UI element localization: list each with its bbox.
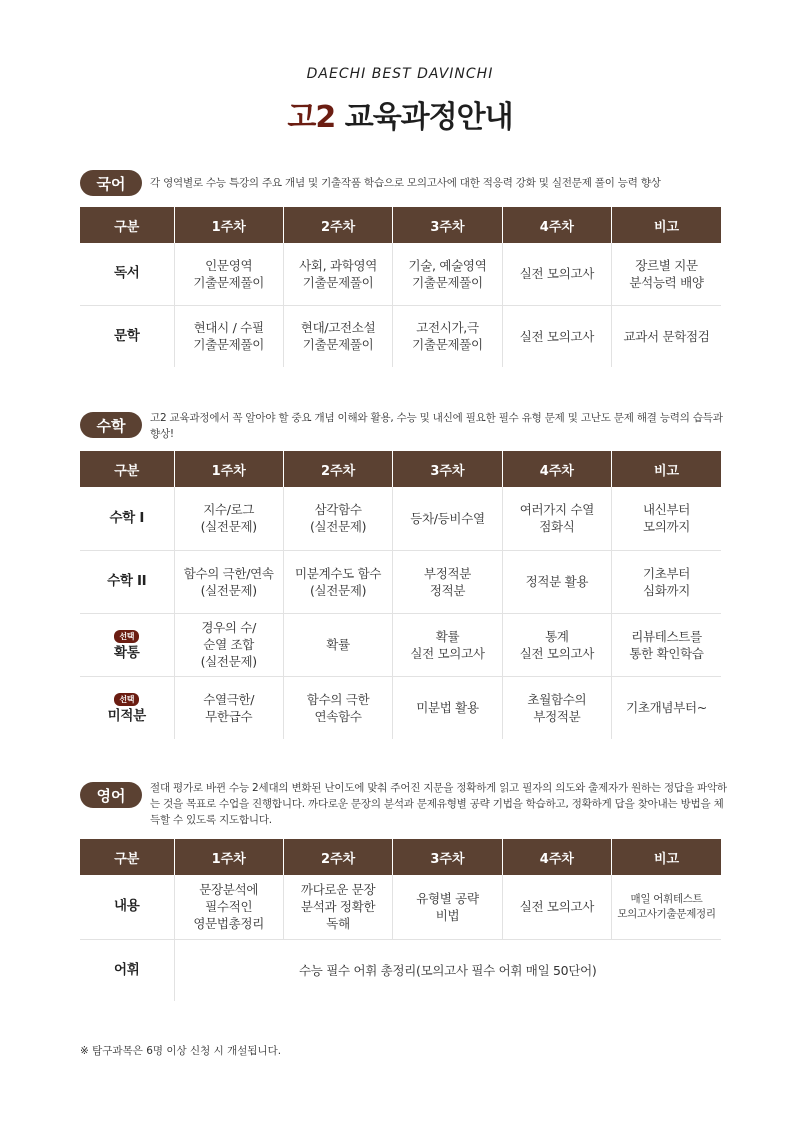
row-label [80,613,174,676]
table-row [80,613,721,676]
page-title [0,92,800,136]
table-cell: 부정적분 정적분 [393,550,502,613]
table-cell: 기초개념부터~ [612,676,721,739]
row-label [80,676,174,739]
table-cell: 함수의 극한/연속 (실전문제) [174,550,283,613]
row-label: 수학 II [80,550,174,613]
english-schedule-table [80,839,721,1001]
english-subject-pill: 영어 [80,782,142,808]
header-week-2: 2주차 [283,839,392,875]
table-cell: 유형별 공략 비법 [393,875,502,939]
table-cell: 지수/로그 (실전문제) [174,487,283,550]
title-grade: 고2 [287,100,336,135]
table-row [80,487,721,550]
table-cell: 교과서 문학점검 [612,305,721,367]
table-cell: 현대/고전소설 기출문제풀이 [283,305,392,367]
table-cell: 실전 모의고사 [502,305,611,367]
row-label: 독서 [80,243,174,305]
table-cell: 장르별 지문 분석능력 배양 [612,243,721,305]
elective-tag: 선택 [114,693,139,706]
table-cell: 등차/등비수열 [393,487,502,550]
table-row [80,243,721,305]
header-note: 비고 [612,207,721,243]
table-cell: 고전시가,극 기출문제풀이 [393,305,502,367]
table-row [80,676,721,739]
header-week-4: 4주차 [502,839,611,875]
table-cell: 리뷰테스트를 통한 확인학습 [612,613,721,676]
korean-description: 각 영역별로 수능 특강의 주요 개념 및 기출작품 학습으로 모의고사에 대한 적응력 강화 및 실전문제 풀이 능력 향상 [150,177,661,189]
header-note: 비고 [612,451,721,487]
table-cell: 확률 실전 모의고사 [393,613,502,676]
title-text: 교육과정안내 [335,100,513,135]
elective-tag: 선택 [114,630,139,643]
table-row [80,875,721,939]
header-note: 비고 [612,839,721,875]
row-label: 어휘 [114,961,140,978]
table-cell: 매일 어휘테스트 모의고사기출문제정리 [612,875,721,939]
row-label: 문학 [114,327,140,344]
table-cell: 함수의 극한 연속함수 [283,676,392,739]
table-cell: 통계 실전 모의고사 [502,613,611,676]
math-schedule-table [80,451,721,739]
row-label-text: 미적분 [107,708,146,725]
table-cell: 삼각함수 (실전문제) [283,487,392,550]
header-category: 구분 [80,451,174,487]
table-cell: 수열극한/ 무한급수 [174,676,283,739]
korean-schedule-table [80,207,721,367]
table-cell: 실전 모의고사 [502,243,611,305]
row-label-text: 확통 [114,645,140,661]
table-cell: 정적분 활용 [502,550,611,613]
table-cell: 실전 모의고사 [502,875,611,939]
row-label: 내용 [80,875,174,939]
header-category: 구분 [80,207,174,243]
header-week-1: 1주차 [174,839,283,875]
table-cell: 초월함수의 부정적분 [502,676,611,739]
math-subject-pill: 수학 [80,412,142,438]
table-cell: 까다로운 문장 분석과 정확한 독해 [283,875,392,939]
header-category: 구분 [80,839,174,875]
footer-note: ※ 탐구과목은 6명 이상 신청 시 개설됩니다. [80,1045,282,1057]
header-week-1: 1주차 [174,451,283,487]
table-cell: 확률 [283,613,392,676]
vocab-cell: 수능 필수 어휘 총정리(모의고사 필수 어휘 매일 50단어) [174,939,721,1001]
table-header-row [80,839,721,875]
table-cell: 미분계수도 함수 (실전문제) [283,550,392,613]
header-week-4: 4주차 [502,451,611,487]
math-description: 고2 교육과정에서 꼭 알아야 할 중요 개념 이해와 활용, 수능 및 내신에 필요한 필수 유형 문제 및 고난도 문제 해결 능력의 습득과 향상! [150,412,723,440]
table-row [80,550,721,613]
table-row [80,305,721,367]
table-cell: 기초부터 심화까지 [612,550,721,613]
table-cell: 경우의 수/ 순열 조합 (실전문제) [174,613,283,676]
table-cell: 문장분석에 필수적인 영문법총정리 [174,875,283,939]
table-header-row [80,207,721,243]
table-cell: 사회, 과학영역 기출문제풀이 [283,243,392,305]
header-week-1: 1주차 [174,207,283,243]
brand-name: DAECHI BEST DAVINCHI [306,66,494,82]
english-description: 절대 평가로 바뀐 수능 2세대의 변화된 난이도에 맞춰 주어진 지문을 정확하게 읽고 필자의 의도와 출제자가 원하는 정답을 파악하는 것을 목표로 수업을 진행합니다. 까다로운 문장의 분석과 문제유형별 공략 기법을 학습하고, 정확하게 답을 찾아내는 방법을 체득할 수 있도록 지도합니다. [150,782,727,826]
header-week-3: 3주차 [393,207,502,243]
table-cell: 기술, 예술영역 기출문제풀이 [393,243,502,305]
table-cell: 내신부터 모의까지 [612,487,721,550]
header-week-3: 3주차 [393,839,502,875]
header-week-2: 2주차 [283,207,392,243]
header-week-2: 2주차 [283,451,392,487]
table-cell: 미분법 활용 [393,676,502,739]
row-label: 수학 I [80,487,174,550]
table-cell: 인문영역 기출문제풀이 [174,243,283,305]
table-header-row [80,451,721,487]
header-week-4: 4주차 [502,207,611,243]
table-row [80,939,721,1001]
table-cell: 여러가지 수열 점화식 [502,487,611,550]
table-cell: 현대시 / 수필 기출문제풀이 [174,305,283,367]
korean-subject-pill: 국어 [80,170,142,196]
header-week-3: 3주차 [393,451,502,487]
